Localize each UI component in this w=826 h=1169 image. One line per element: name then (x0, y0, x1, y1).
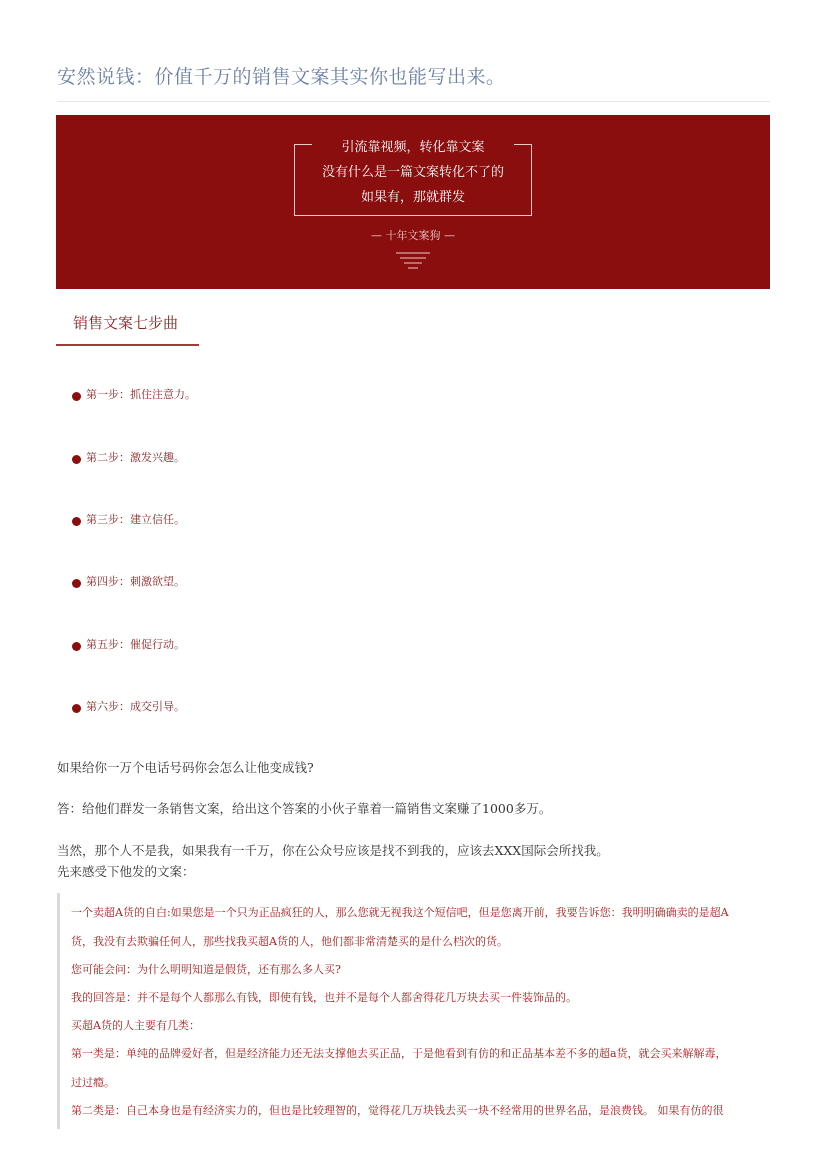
quote-block (57, 893, 770, 1129)
quote-line: 我的回答是：并不是每个人都那么有钱，即使有钱，也并不是每个人都舍得花几万块去买一件装饰品的。 (71, 991, 577, 1004)
section-heading: 销售文案七步曲 (73, 314, 179, 332)
bullet-icon (72, 704, 81, 713)
bullet-icon (72, 517, 81, 526)
body-paragraph: 当然，那个人不是我，如果我有一千万，你在公众号应该是找不到我的，应该去XXX国际会所找我。 (57, 843, 609, 858)
step-label: 第四步：刺激欲望。 (86, 575, 185, 588)
step-label: 第五步：催促行动。 (86, 638, 185, 651)
step-label: 第一步：抓住注意力。 (86, 388, 196, 401)
banner-quote (256, 135, 570, 210)
page-title: 安然说钱：价值千万的销售文案其实你也能写出来。 (57, 62, 770, 102)
quote-line: 过过瘾。 (71, 1076, 115, 1089)
bullet-icon (72, 579, 81, 588)
step-label: 第二步：激发兴趣。 (86, 451, 185, 464)
bullet-icon (72, 642, 81, 651)
banner-quote-line: 引流靠视频，转化靠文案 (341, 140, 485, 155)
quote-banner (56, 115, 770, 289)
bullet-icon (72, 392, 81, 401)
quote-line: 第一类是：单纯的品牌爱好者，但是经济能力还无法支撑他去买正品，于是他看到有仿的和正品基本差不多的超a货，就会买来解解毒， (71, 1047, 727, 1060)
list-item (72, 511, 372, 529)
list-item (72, 698, 372, 716)
stacked-lines-icon (396, 251, 430, 271)
list-item (72, 449, 372, 467)
quote-line: 买超A货的人主要有几类： (71, 1019, 200, 1032)
body-question: 如果给你一万个电话号码你会怎么让他变成钱? (57, 760, 314, 775)
bullet-icon (72, 455, 81, 464)
body-answer: 答：给他们群发一条销售文案，给出这个答案的小伙子靠着一篇销售文案赚了1000多万。 (57, 801, 552, 816)
body-paragraph: 先来感受下他发的文案： (57, 864, 195, 879)
step-label: 第六步：成交引导。 (86, 700, 185, 713)
quote-line: 第二类是：自己本身也是有经济实力的，但也是比较理智的，觉得花几万块钱去买一块不经常用的世界名品，是浪费钱。 如果有仿的很 (71, 1104, 724, 1117)
step-label: 第三步：建立信任。 (86, 513, 185, 526)
list-item (72, 386, 372, 404)
section-heading-tab (56, 306, 199, 346)
quote-line: 一个卖超A货的自白:如果您是一个只为正品疯狂的人，那么您就无视我这个短信吧，但是您离开前，我要告诉您：我明明确确卖的是超A (71, 906, 729, 919)
banner-quote-line: 如果有，那就群发 (360, 190, 465, 205)
banner-quote-line: 没有什么是一篇文案转化不了的 (321, 165, 504, 180)
quote-line: 货，我没有去欺骗任何人，那些找我买超A货的人，他们都非常清楚买的是什么档次的货。 (71, 935, 508, 948)
list-item (72, 573, 372, 591)
list-item (72, 636, 372, 654)
banner-author: — 十年文案狗 — (371, 229, 455, 242)
quote-line: 您可能会问：为什么明明知道是假货，还有那么多人买? (71, 963, 341, 976)
